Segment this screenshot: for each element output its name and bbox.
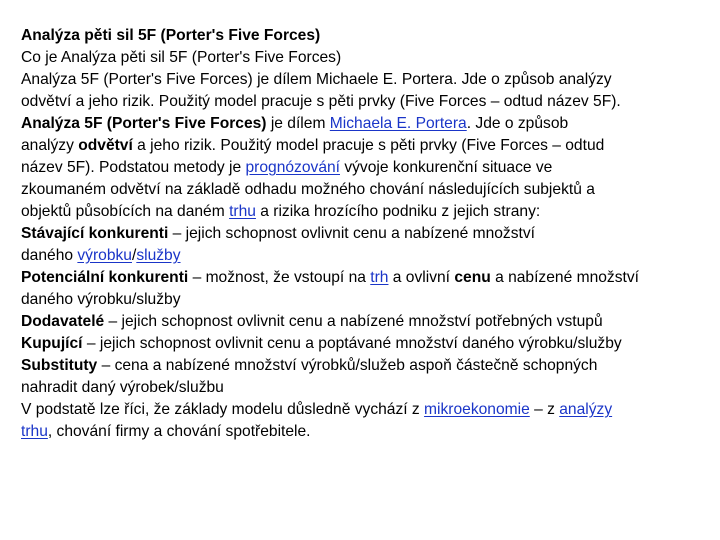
- paragraph-line: název 5F). Podstatou metody je prognózování vývoje konkurenční situace ve: [21, 159, 553, 176]
- paragraph-line: objektů působících na daném trhu a rizika hrozícího podniku z jejich strany:: [21, 203, 541, 220]
- intro-line-1: Analýza 5F (Porter's Five Forces) je dílem Michaele E. Portera. Jde o způsob analýzy: [21, 71, 612, 88]
- intro-line-2: odvětví a jeho rizik. Použitý model pracuje s pěti prvky (Five Forces – odtud název 5F).: [21, 93, 621, 110]
- paragraph-line: Analýza 5F (Porter's Five Forces) je dílem Michaela E. Portera. Jde o způsob: [21, 115, 569, 132]
- force-potential-competitors-cont: daného výrobku/služby: [21, 291, 181, 308]
- force-existing-competitors-cont: daného výrobku/služby: [21, 247, 181, 264]
- conclusion-line: V podstatě lze říci, že základy modelu důsledně vychází z mikroekonomie – z analýzy: [21, 401, 613, 418]
- link-mikroekonomie[interactable]: mikroekonomie: [424, 401, 530, 418]
- force-potential-competitors: Potenciální konkurenti – možnost, že vstoupí na trh a ovlivní cenu a nabízené množství: [21, 269, 639, 286]
- force-suppliers: Dodavatelé – jejich schopnost ovlivnit cenu a nabízené množství potřebných vstupů: [21, 313, 603, 330]
- conclusion-line: trhu, chování firmy a chování spotřebitele.: [21, 423, 311, 440]
- doc-title: Analýza pěti sil 5F (Porter's Five Forces): [21, 27, 321, 44]
- force-substitutes-cont: nahradit daný výrobek/službu: [21, 379, 224, 396]
- link-prognozovani[interactable]: prognózování: [245, 159, 340, 176]
- link-trhu[interactable]: trhu: [229, 203, 256, 220]
- force-buyers: Kupující – jejich schopnost ovlivnit cenu a poptávané množství daného výrobku/služby: [21, 335, 622, 352]
- link-sluzby[interactable]: služby: [136, 247, 181, 264]
- force-substitutes: Substituty – cena a nabízené množství výrobků/služeb aspoň částečně schopných: [21, 357, 598, 374]
- link-vyrobku[interactable]: výrobku: [77, 247, 132, 264]
- doc-subtitle: Co je Analýza pěti sil 5F (Porter's Five Forces): [21, 49, 342, 66]
- paragraph-line: analýzy odvětví a jeho rizik. Použitý model pracuje s pěti prvky (Five Forces – odtud: [21, 137, 605, 154]
- force-existing-competitors: Stávající konkurenti – jejich schopnost ovlivnit cenu a nabízené množství: [21, 225, 535, 242]
- link-trhu-2[interactable]: trhu: [21, 423, 48, 440]
- link-trh[interactable]: trh: [370, 269, 389, 286]
- link-analyzy[interactable]: analýzy: [559, 401, 613, 418]
- paragraph-line: zkoumaném odvětví na základě odhadu možného chování následujících subjektů a: [21, 181, 595, 198]
- document-page: [21, 25, 711, 443]
- link-michaela-portera[interactable]: Michaela E. Portera: [329, 115, 467, 132]
